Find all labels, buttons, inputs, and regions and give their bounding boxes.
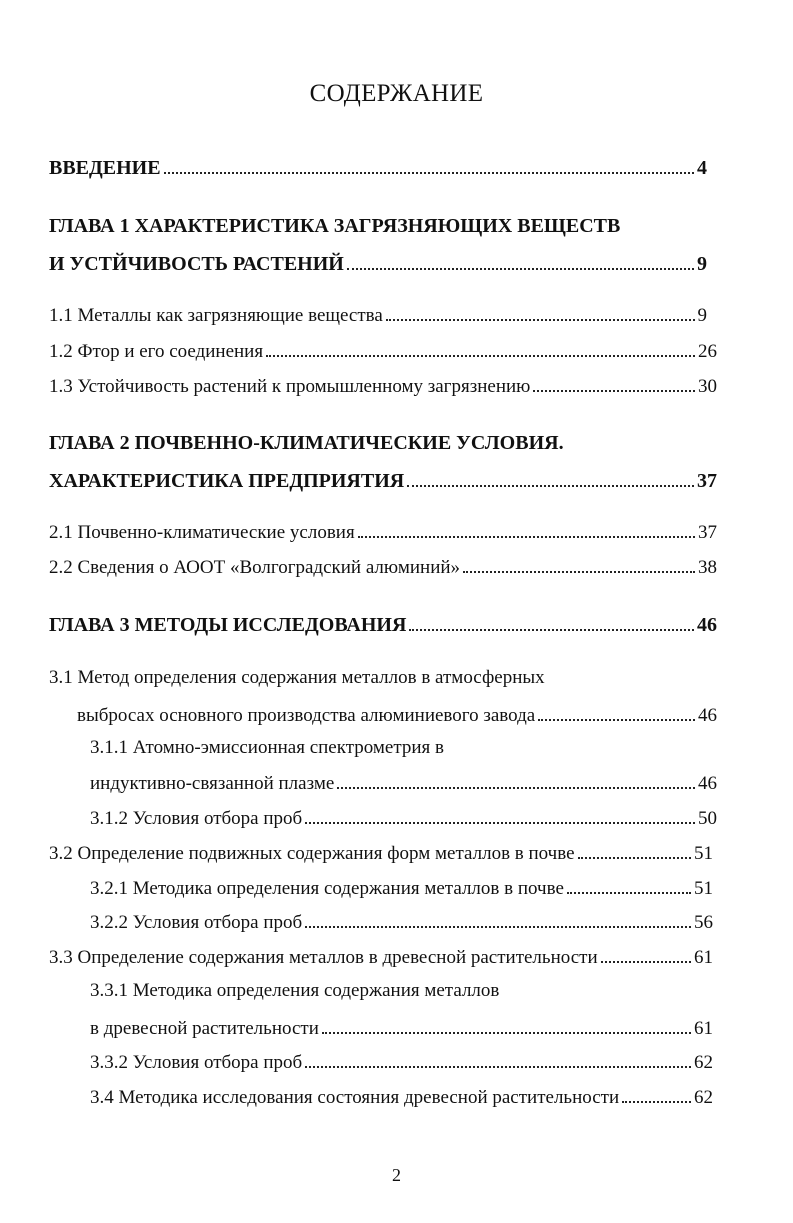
toc-entry-3-4[interactable]: [0, 1080, 793, 1110]
toc-page-number: 51: [694, 878, 713, 899]
dot-leader: [266, 334, 695, 357]
toc-entry-label: ВВЕДЕНИЕ: [49, 157, 161, 179]
dot-leader: [601, 940, 691, 963]
toc-page-number: 46: [698, 705, 717, 726]
toc-page-number: 30: [698, 376, 717, 397]
toc-entry-label: 2.1 Почвенно-климатические условия: [49, 522, 355, 543]
dot-leader: [533, 369, 695, 392]
toc-page-number: 61: [694, 947, 713, 968]
toc-entry-label: 1.3 Устойчивость растений к промышленному загрязнению: [49, 376, 531, 397]
toc-chapter-1-line1[interactable]: ГЛАВА 1 ХАРАКТЕРИСТИКА ЗАГРЯЗНЯЮЩИХ ВЕЩЕСТВ: [49, 215, 621, 237]
dot-leader: [337, 766, 695, 789]
dot-leader: [305, 1045, 691, 1068]
toc-entry-3-3-2[interactable]: [0, 1045, 793, 1075]
toc-page-number: 56: [694, 912, 713, 933]
dot-leader: [322, 1011, 691, 1034]
toc-entry-1-3[interactable]: [0, 369, 793, 399]
toc-entry-label: 3.3 Определение содержания металлов в древесной растительности: [49, 947, 598, 968]
toc-entry-label: 3.4 Методика исследования состояния древесной растительности: [90, 1087, 620, 1108]
dot-leader: [305, 801, 695, 824]
toc-entry-2-1[interactable]: [0, 515, 793, 545]
toc-entry-3-3[interactable]: [0, 940, 793, 970]
toc-entry-chapter-1[interactable]: [0, 247, 793, 277]
toc-page-number: 51: [694, 843, 713, 864]
dot-leader: [347, 247, 694, 270]
toc-3-3-1-line1[interactable]: 3.3.1 Методика определения содержания металлов: [90, 980, 500, 1001]
dot-leader: [407, 464, 694, 487]
dot-leader: [622, 1080, 691, 1103]
toc-entry-intro[interactable]: [0, 151, 793, 181]
toc-page-number: 37: [698, 522, 717, 543]
toc-entry-chapter-2[interactable]: [0, 464, 793, 494]
page-title: СОДЕРЖАНИЕ: [309, 80, 484, 107]
dot-leader: [386, 298, 695, 321]
toc-entry-3-3-1[interactable]: [0, 1011, 793, 1041]
toc-entry-label: 3.1.2 Условия отбора проб: [90, 808, 303, 829]
toc-page-number: 4: [697, 157, 707, 179]
toc-page-number: 38: [698, 557, 717, 578]
dot-leader: [409, 608, 694, 631]
dot-leader: [567, 871, 691, 894]
toc-chapter-2-line1[interactable]: ГЛАВА 2 ПОЧВЕННО-КЛИМАТИЧЕСКИЕ УСЛОВИЯ.: [49, 432, 564, 454]
toc-entry-label: 1.1 Металлы как загрязняющие вещества: [49, 305, 383, 326]
dot-leader: [538, 698, 695, 721]
toc-page-number: 46: [698, 773, 717, 794]
toc-page-number: 50: [698, 808, 717, 829]
toc-entry-1-1[interactable]: [0, 298, 793, 328]
toc-page-number: 61: [694, 1018, 713, 1039]
toc-page-number: 62: [694, 1087, 713, 1108]
toc-page-number: 46: [697, 614, 717, 636]
toc-entry-label: 1.2 Фтор и его соединения: [49, 341, 264, 362]
dot-leader: [578, 836, 691, 859]
toc-page-number: 9: [697, 305, 707, 326]
toc-entry-label: 3.2 Определение подвижных содержания форм металлов в почве: [49, 843, 575, 864]
toc-entry-label: в древесной растительности: [90, 1018, 319, 1039]
dot-leader: [305, 905, 691, 928]
toc-entry-3-1-2[interactable]: [0, 801, 793, 831]
toc-entry-label: 3.2.2 Условия отбора проб: [90, 912, 303, 933]
dot-leader: [164, 151, 694, 174]
toc-page-number: 9: [697, 253, 707, 275]
toc-entry-chapter-3[interactable]: [0, 608, 793, 638]
dot-leader: [358, 515, 695, 538]
dot-leader: [463, 550, 695, 573]
toc-page-number: 37: [697, 470, 717, 492]
page-number: 2: [392, 1165, 401, 1185]
toc-page-number: 62: [694, 1052, 713, 1073]
toc-entry-3-2[interactable]: [0, 836, 793, 866]
toc-entry-label: ХАРАКТЕРИСТИКА ПРЕДПРИЯТИЯ: [49, 470, 405, 492]
toc-3-1-1-line1[interactable]: 3.1.1 Атомно-эмиссионная спектрометрия в: [90, 737, 445, 758]
toc-entry-1-2[interactable]: [0, 334, 793, 364]
toc-entry-label: 2.2 Сведения о АООТ «Волгоградский алюминий»: [49, 557, 461, 578]
toc-entry-3-2-1[interactable]: [0, 871, 793, 901]
toc-3-1-line1[interactable]: 3.1 Метод определения содержания металлов в атмосферных: [49, 667, 545, 688]
toc-entry-3-2-2[interactable]: [0, 905, 793, 935]
toc-entry-label: 3.3.2 Условия отбора проб: [90, 1052, 303, 1073]
toc-entry-label: индуктивно-связанной плазме: [90, 773, 335, 794]
toc-entry-label: выбросах основного производства алюминиевого завода: [77, 705, 536, 726]
toc-entry-label: И УСТЙЧИВОСТЬ РАСТЕНИЙ: [49, 253, 344, 275]
toc-entry-label: 3.2.1 Методика определения содержания металлов в почве: [90, 878, 564, 899]
toc-entry-3-1-1[interactable]: [0, 766, 793, 796]
toc-entry-label: ГЛАВА 3 МЕТОДЫ ИССЛЕДОВАНИЯ: [49, 614, 407, 636]
toc-entry-2-2[interactable]: [0, 550, 793, 580]
toc-page-number: 26: [698, 341, 717, 362]
toc-entry-3-1[interactable]: [0, 698, 793, 728]
